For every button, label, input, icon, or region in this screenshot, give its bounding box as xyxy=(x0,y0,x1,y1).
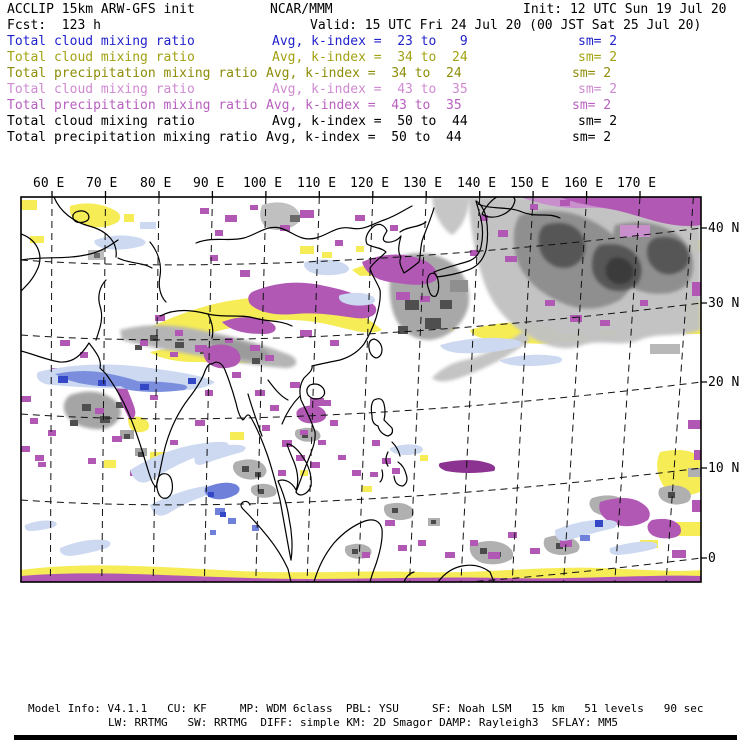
legend-row-sm: sm= 2 xyxy=(572,130,612,145)
bottom-bar xyxy=(14,735,737,740)
legend-row-label: Total cloud mixing ratio xyxy=(7,34,195,49)
legend-row-label: Total cloud mixing ratio xyxy=(7,50,195,65)
lat-label: 40 N xyxy=(708,221,740,236)
legend-row-stat: Avg, k-index = 34 to 24 xyxy=(266,66,462,81)
page-title: ACCLIP 15km ARW-GFS init xyxy=(7,2,195,17)
lon-label: 90 E xyxy=(193,176,225,191)
lon-label: 130 E xyxy=(403,176,443,191)
lat-label: 10 N xyxy=(708,461,740,476)
legend-row-label: Total precipitation mixing ratio xyxy=(7,66,258,81)
lat-label: 0 xyxy=(708,551,716,566)
lon-label: 60 E xyxy=(33,176,65,191)
legend-row-sm: sm= 2 xyxy=(578,82,618,97)
legend-row-sm: sm= 2 xyxy=(572,98,612,113)
org-name: NCAR/MMM xyxy=(270,2,333,17)
lon-label: 140 E xyxy=(457,176,497,191)
lon-label: 160 E xyxy=(564,176,604,191)
legend-row-label: Total precipitation mixing ratio xyxy=(7,98,258,113)
init-time: Init: 12 UTC Sun 19 Jul 20 xyxy=(523,2,727,17)
fcst-hour: Fcst: 123 h xyxy=(7,18,101,33)
legend-row-stat: Avg, k-index = 43 to 35 xyxy=(272,82,468,97)
lon-label: 80 E xyxy=(140,176,172,191)
legend-row-label: Total precipitation mixing ratio xyxy=(7,130,258,145)
model-info-line1: Model Info: V4.1.1 CU: KF MP: WDM 6class PBL: YSU SF: Noah LSM 15 km 51 levels 90 sec xyxy=(28,702,704,715)
lon-ticks xyxy=(52,191,640,197)
legend-row-stat: Avg, k-index = 23 to 9 xyxy=(272,34,468,49)
lon-label: 110 E xyxy=(297,176,337,191)
legend-row-sm: sm= 2 xyxy=(578,114,618,129)
lat-ticks xyxy=(701,228,707,558)
legend-row-sm: sm= 2 xyxy=(578,50,618,65)
legend-row-stat: Avg, k-index = 43 to 35 xyxy=(266,98,462,113)
legend-row-sm: sm= 2 xyxy=(572,66,612,81)
lon-label: 170 E xyxy=(617,176,657,191)
legend-row-stat: Avg, k-index = 34 to 24 xyxy=(272,50,468,65)
legend-row-label: Total cloud mixing ratio xyxy=(7,114,195,129)
valid-time: Valid: 15 UTC Fri 24 Jul 20 (00 JST Sat 25 Jul 20) xyxy=(310,18,702,33)
lon-label: 150 E xyxy=(510,176,550,191)
model-info-line2: LW: RRTMG SW: RRTMG DIFF: simple KM: 2D Smagor DAMP: Rayleigh3 SFLAY: MM5 xyxy=(108,716,618,729)
lon-label: 100 E xyxy=(243,176,283,191)
legend-row-stat: Avg, k-index = 50 to 44 xyxy=(272,114,468,129)
lat-label: 20 N xyxy=(708,375,740,390)
lon-label: 120 E xyxy=(350,176,390,191)
legend-row-sm: sm= 2 xyxy=(578,34,618,49)
lat-label: 30 N xyxy=(708,296,740,311)
legend-row-stat: Avg, k-index = 50 to 44 xyxy=(266,130,462,145)
lon-label: 70 E xyxy=(86,176,118,191)
legend-row-label: Total cloud mixing ratio xyxy=(7,82,195,97)
